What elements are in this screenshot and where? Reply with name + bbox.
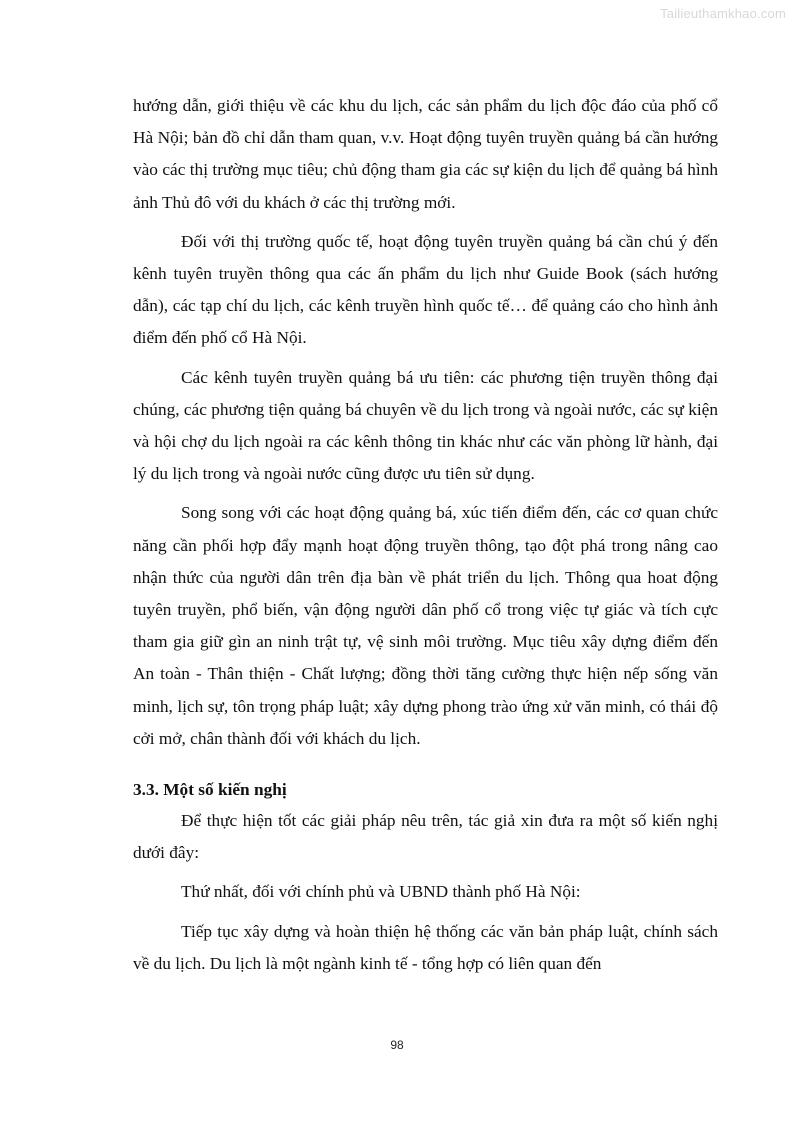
paragraph-international-market: Đối với thị trường quốc tế, hoạt động tuyên truyền quảng bá cần chú ý đến kênh tuyên truyền thông qua các ấn phẩm du lịch như Guide Book (sách hướng dẫn), các tạp chí du lịch, các kênh truyền hình quốc tế… để quảng cáo cho hình ảnh điểm đến phố cổ Hà Nội. bbox=[133, 231, 718, 348]
paragraph-communication: Song song với các hoạt động quảng bá, xúc tiến điểm đến, các cơ quan chức năng cần phối hợp đẩy mạnh hoạt động truyền thông, tạo đột phá trong nâng cao nhận thức của người dân trên địa bàn về phát triển du lịch. Thông qua hoat động tuyên truyền, phổ biến, vận động người dân phố cổ trong việc tự giác và tích cực tham gia giữ gìn an ninh trật tự, vệ sinh môi trường. Mục tiêu xây dựng điểm đến An toàn - Thân thiện - Chất lượng; đồng thời tăng cường thực hiện nếp sống văn minh, lịch sự, tôn trọng pháp luật; xây dựng phong trào ứng xử văn minh, có thái độ cởi mở, chân thành đối với khách du lịch. bbox=[133, 503, 718, 748]
paragraph-legal-framework: Tiếp tục xây dựng và hoàn thiện hệ thống các văn bản pháp luật, chính sách về du lịch. Du lịch là một ngành kinh tế - tổng hợp có liên quan đến bbox=[133, 921, 718, 973]
section-heading: 3.3. Một số kiến nghị bbox=[133, 780, 287, 800]
watermark-text: Tailieuthamkhao.com bbox=[660, 6, 786, 21]
paragraph-recommendations-intro: Để thực hiện tốt các giải pháp nêu trên, tác giả xin đưa ra một số kiến nghị dưới đây: bbox=[133, 811, 718, 863]
paragraph-continuation: hướng dẫn, giới thiệu về các khu du lịch, các sản phẩm du lịch độc đáo của phố cổ Hà Nội; bản đồ chỉ dẫn tham quan, v.v. Hoạt động tuyên truyền quảng bá cần hướng vào các thị trường mục tiêu; chủ động tham gia các sự kiện du lịch để quảng bá hình ảnh Thủ đô với du khách ở các thị trường mới. bbox=[133, 96, 718, 212]
paragraph-first-recommendation: Thứ nhất, đối với chính phủ và UBND thành phố Hà Nội: bbox=[181, 882, 581, 902]
document-body bbox=[133, 90, 718, 980]
paragraph-priority-channels: Các kênh tuyên truyền quảng bá ưu tiên: các phương tiện truyền thông đại chúng, các phương tiện quảng bá chuyên về du lịch trong và ngoài nước, các sự kiện và hội chợ du lịch ngoài ra các kênh thông tin khác như các văn phòng lữ hành, đại lý du lịch trong và ngoài nước cũng được ưu tiên sử dụng. bbox=[133, 367, 718, 484]
page-number: 98 bbox=[390, 1038, 404, 1052]
